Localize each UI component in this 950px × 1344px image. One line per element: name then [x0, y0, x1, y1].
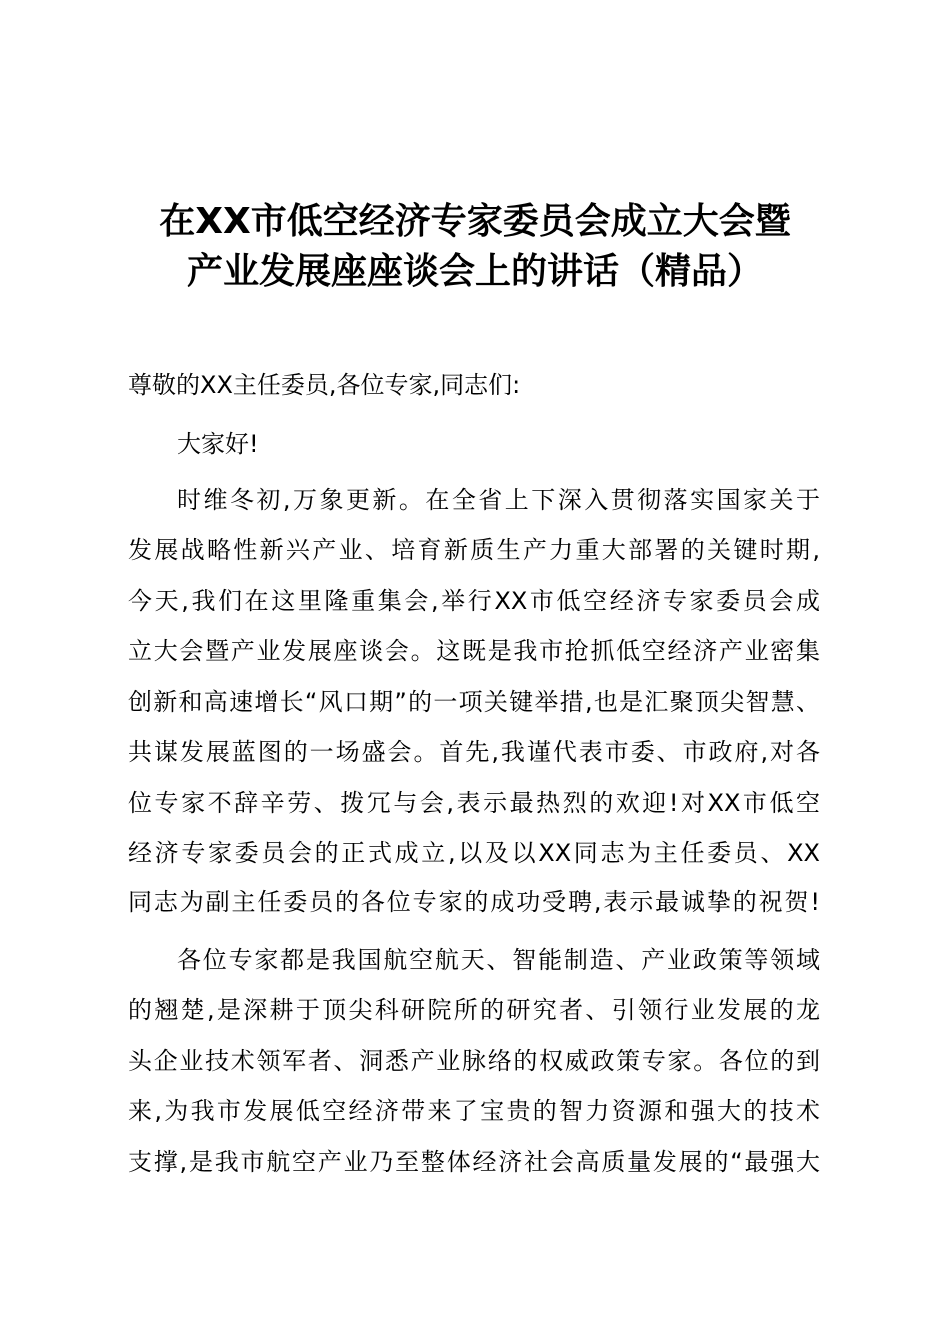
paragraph-line: 创新和高速增长“风口期”的一项关键举措,也是汇聚顶尖智慧、 [128, 688, 820, 716]
paragraph-line: 时维冬初,万象更新。在全省上下深入贯彻落实国家关于 [177, 486, 820, 514]
paragraph-line: 的翘楚,是深耕于顶尖科研院所的研究者、引领行业发展的龙 [128, 996, 820, 1024]
paragraph-line: 共谋发展蓝图的一场盛会。首先,我谨代表市委、市政府,对各 [128, 738, 820, 766]
paragraph-line: 今天,我们在这里隆重集会,举行XX市低空经济专家委员会成 [128, 587, 820, 615]
paragraph-line: 发展战略性新兴产业、培育新质生产力重大部署的关键时期, [128, 536, 820, 564]
paragraph-line: 头企业技术领军者、洞悉产业脉络的权威政策专家。各位的到 [128, 1047, 820, 1075]
paragraph-line: 位专家不辞辛劳、拨冗与会,表示最热烈的欢迎!对XX市低空 [128, 789, 820, 817]
paragraph-line: 立大会暨产业发展座谈会。这既是我市抢抓低空经济产业密集 [128, 637, 820, 665]
greeting: 大家好! [177, 430, 259, 458]
paragraph-line: 来,为我市发展低空经济带来了宝贵的智力资源和强大的技术 [128, 1097, 820, 1125]
paragraph-line: 经济专家委员会的正式成立,以及以XX同志为主任委员、XX [128, 839, 820, 867]
document-title-line-2: 产业发展座座谈会上的讲话（精品） [186, 251, 763, 292]
paragraph-line: 各位专家都是我国航空航天、智能制造、产业政策等领域 [177, 946, 820, 974]
salutation: 尊敬的XX主任委员,各位专家,同志们: [128, 371, 521, 399]
document-title-line-1: 在XX市低空经济专家委员会成立大会暨 [159, 201, 791, 242]
paragraph-line: 同志为副主任委员的各位专家的成功受聘,表示最诚挚的祝贺! [128, 888, 820, 916]
paragraph-line: 支撑,是我市航空产业乃至整体经济社会高质量发展的“最强大 [128, 1148, 820, 1176]
